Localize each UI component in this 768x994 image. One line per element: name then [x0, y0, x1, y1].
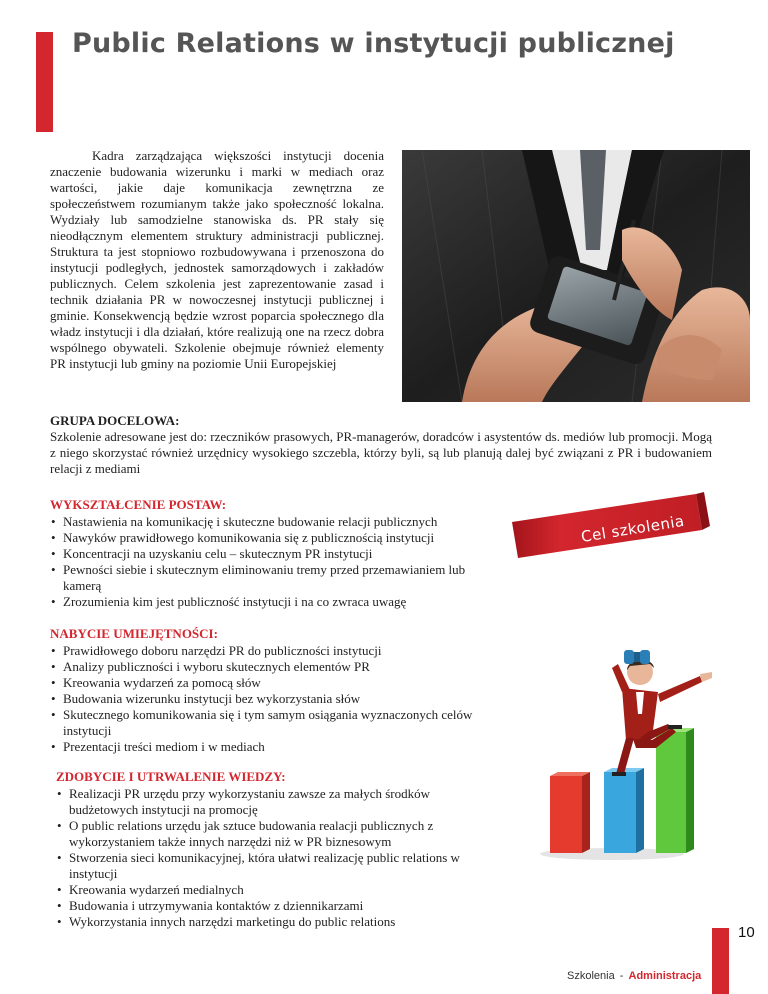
list-item: • Prawidłowego doboru narzędzi PR do publiczności instytucji	[50, 643, 490, 659]
page-number: 10	[738, 924, 755, 941]
target-group	[50, 413, 712, 477]
footer	[567, 970, 701, 982]
target-group-heading: GRUPA DOCELOWA:	[50, 413, 180, 428]
bullet-list	[50, 514, 490, 610]
list-item: • Nastawienia na komunikację i skuteczne budowanie relacji publicznych	[50, 514, 490, 530]
footer-separator: -	[619, 970, 624, 982]
bullet-list	[50, 643, 490, 755]
section-knowledge	[56, 769, 496, 930]
list-item: • Pewności siebie i skutecznym eliminowaniu tremy przed przemawianiem lub kamerą	[50, 562, 490, 594]
goal-ribbon-label: Cel szkolenia	[579, 511, 686, 546]
list-item: • Stworzenia sieci komunikacyjnej, która ułatwi realizację public relations w instytucji	[56, 850, 496, 882]
footer-right: Administracja	[628, 970, 702, 982]
goal-ribbon	[500, 480, 710, 560]
list-item: • Koncentracji na uzyskaniu celu – skutecznym PR instytucji	[50, 546, 490, 562]
section-heading: ZDOBYCIE I UTRWALENIE WIEDZY:	[56, 769, 286, 784]
list-item: • Kreowania wydarzeń za pomocą słów	[50, 675, 490, 691]
list-item: • Skutecznego komunikowania się i tym samym osiągania wyznaczonych celów instytucji	[50, 707, 490, 739]
accent-bar-top	[36, 32, 53, 132]
intro-paragraph	[50, 148, 384, 372]
list-item: • Nawyków prawidłowego komunikowania się z publicznością instytucji	[50, 530, 490, 546]
section-skills	[50, 626, 490, 755]
page-title: Public Relations w instytucji publicznej	[72, 28, 675, 59]
section-attitudes	[50, 497, 490, 610]
list-item: • Zrozumienia kim jest publiczność instytucji i na co zwraca uwagę	[50, 594, 490, 610]
list-item: • Analizy publiczności i wyboru skutecznych elementów PR	[50, 659, 490, 675]
list-item: • Kreowania wydarzeń medialnych	[56, 882, 496, 898]
list-item: • O public relations urzędu jak sztuce budowania realacji publicznych z wykorzystaniem także innych narzędzi niż w PR biznesowym	[56, 818, 496, 850]
target-group-text: Szkolenie adresowane jest do: rzeczników prasowych, PR-managerów, doradców i asystentów ds. mediów lub promocji. Mogą z niego skorzystać również urzędnicy wysokiego szczebla, którzy byli, są lub planują dalej być związani z PR i budowaniem relacji z mediami	[50, 429, 712, 476]
businessman-bar-chart-illustration	[540, 628, 720, 863]
section-heading: NABYCIE UMIEJĘTNOŚCI:	[50, 626, 218, 641]
list-item: • Budowania wizerunku instytucji bez wykorzystania słów	[50, 691, 490, 707]
footer-left: Szkolenia	[567, 970, 615, 982]
list-item: • Realizacji PR urzędu przy wykorzystaniu zawsze za małych środków budżetowych instytucji na promocję	[56, 786, 496, 818]
intro-text: Kadra zarządzająca większości instytucji docenia znaczenie budowania wizerunku i marki w mediach oraz wartości, jakie daje komunikacja zewnętrzna ze społeczeństwem rozumianym także jako społeczność lokalna. Wydziały lub samodzielne stanowiska ds. PR stały się nieodłącznym elementem struktury administracji publicznej. Struktura ta jest stopniowo rozbudowywana i przenoszona do instytucji podległych, jednostek samorządowych i zakładów publicznych. Celem szkolenia jest zaprezentowanie zasad i technik działania PR w nowoczesnej instytucji publicznej i gminie. Konsekwencją będzie wzrost poparcia społecznego dla władz instytucji i dla działań, które realizują one na rzecz dobra wspólnego obywateli. Szkolenie obejmuje również elementy PR instytucji lub gminy na poziomie Unii Europejskiej	[50, 148, 384, 371]
accent-bar-bottom	[712, 928, 729, 994]
list-item: • Wykorzystania innych narzędzi marketingu do public relations	[56, 914, 496, 930]
section-heading: WYKSZTAŁCENIE POSTAW:	[50, 497, 227, 512]
list-item: • Prezentacji treści mediom i w mediach	[50, 739, 490, 755]
list-item: • Budowania i utrzymywania kontaktów z dziennikarzami	[56, 898, 496, 914]
bullet-list	[56, 786, 496, 930]
business-phone-photo	[402, 150, 750, 402]
